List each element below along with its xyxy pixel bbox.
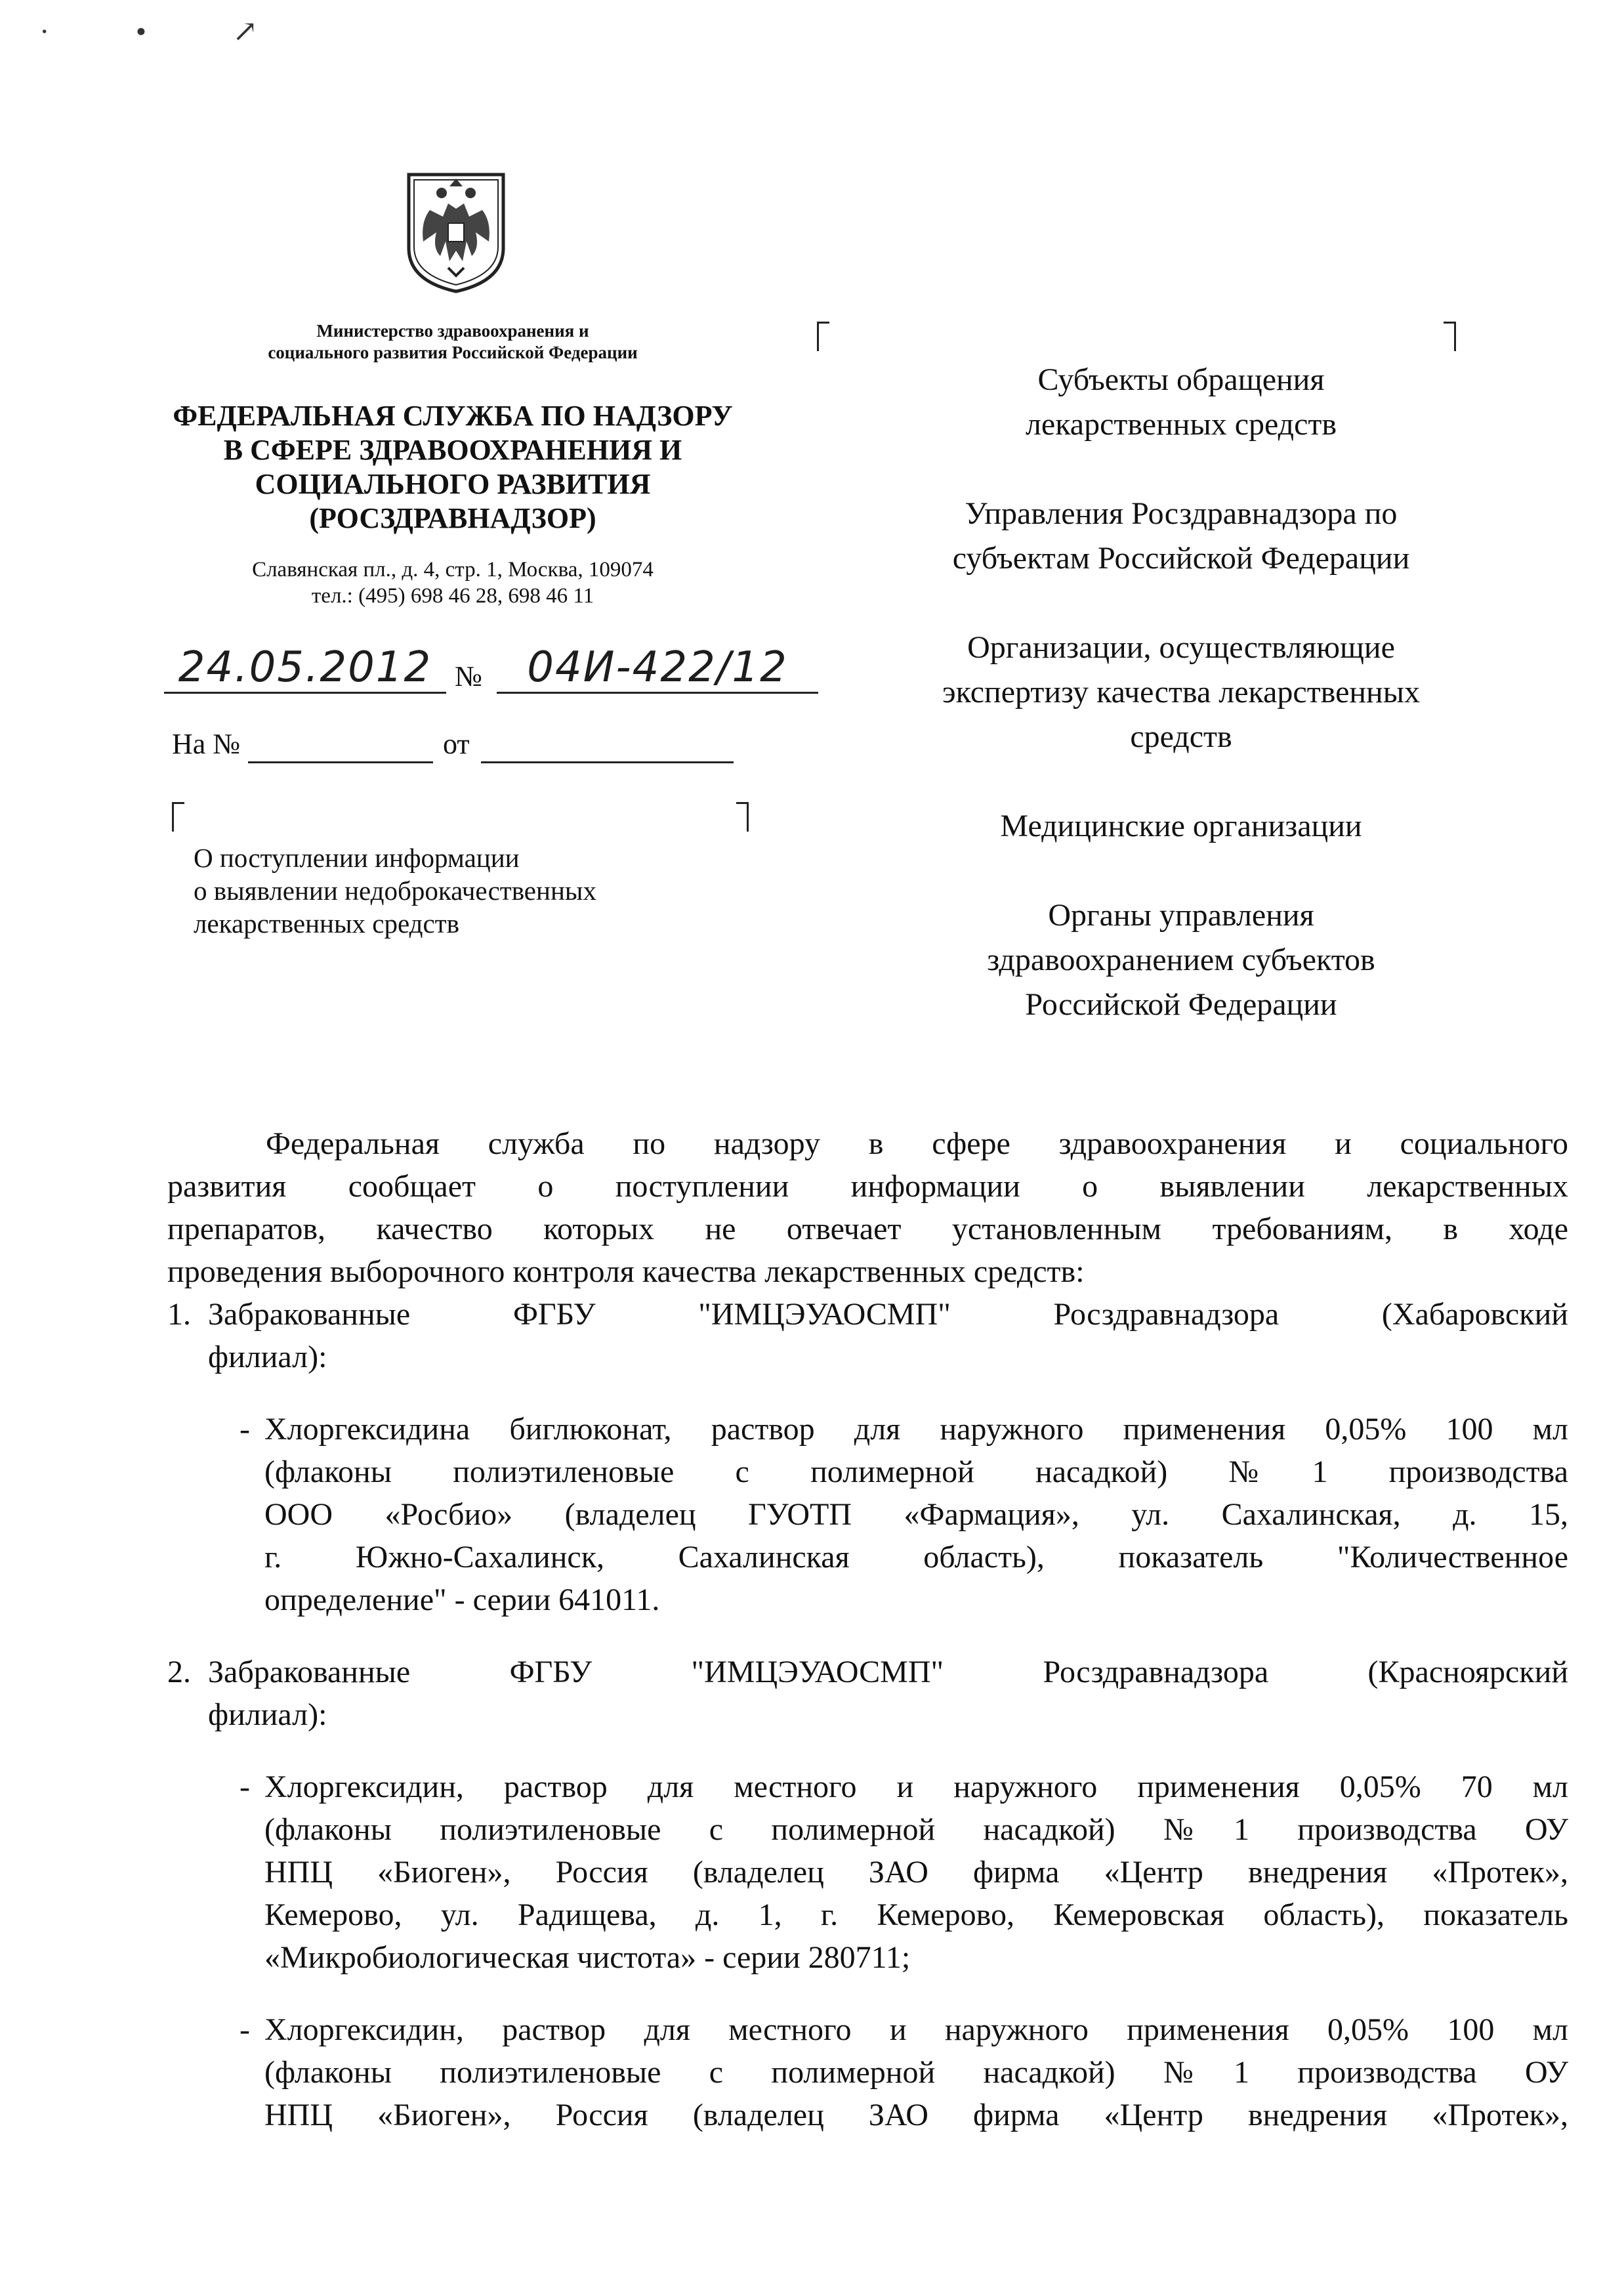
item-number: 1.: [167, 1297, 191, 1332]
entry-line: НПЦ «Биоген», Россия (владелец ЗАО фирма «Центр внедрения «Протек»,: [264, 1855, 1568, 1890]
number-sign: №: [455, 660, 482, 692]
registration-number: 04И-422/12: [497, 643, 818, 694]
entry-text: [264, 1408, 1568, 1621]
addressee-corner-right: [1444, 322, 1456, 351]
addressee-line: Управления Росздравнадзора по: [965, 496, 1398, 531]
dash: -: [239, 1769, 250, 1804]
item-heading-line: филиал):: [208, 1697, 327, 1732]
addressee-line: субъектам Российской Федерации: [952, 541, 1410, 576]
subject-line: о выявлении недоброкачественных: [194, 876, 596, 906]
entry-line: Хлоргексидин, раствор для местного и наружного применения 0,05% 70 мл: [264, 1769, 1568, 1804]
addressee-list: [820, 358, 1542, 1072]
registration-date: 24.05.2012: [164, 643, 446, 694]
entry-line: Хлоргексидина биглюконат, раствор для наружного применения 0,05% 100 мл: [264, 1412, 1568, 1447]
addressee: [820, 625, 1542, 759]
item-heading-line: Забракованные ФГБУ "ИМЦЭУАОСМП" Росздравнадзора (Красноярский: [208, 1655, 1568, 1689]
subject-line: О поступлении информации: [194, 843, 520, 873]
service-line: СОЦИАЛЬНОГО РАЗВИТИЯ: [255, 468, 651, 500]
item-heading-line: филиал):: [208, 1340, 327, 1374]
addressee-line: лекарственных средств: [1025, 407, 1337, 442]
addressee-line: средств: [1130, 719, 1232, 754]
addressee: [820, 804, 1542, 849]
entry-line: (флаконы полиэтиленовые с полимерной насадкой) №1 производства: [264, 1454, 1568, 1489]
list-entry: [167, 1766, 1568, 1979]
entry-line: (флаконы полиэтиленовые с полимерной насадкой) №1 производства ОУ: [264, 1812, 1568, 1847]
entry-line: г. Южно-Сахалинск, Сахалинская область), показатель "Количественное: [264, 1540, 1568, 1575]
intro-line: проведения выборочного контроля качества лекарственных средств:: [167, 1254, 1085, 1289]
list-entry: [167, 1408, 1568, 1621]
ministry-name: [164, 320, 741, 364]
entry-line: ООО «Росбио» (владелец ГУОТП «Фармация», ул. Сахалинская, д. 15,: [264, 1497, 1568, 1532]
intro-line: препаратов, качество которых не отвечает установленным требованиям, в ходе: [167, 1212, 1568, 1246]
subject-corner-right: [736, 802, 749, 832]
addressee-line: Субъекты обращения: [1037, 362, 1325, 397]
entry-line: «Микробиологическая чистота» - серии 280711;: [264, 1940, 911, 1975]
entry-text: [264, 2008, 1568, 2136]
reply-from-label: от: [443, 728, 470, 760]
item-number: 2.: [167, 1655, 191, 1689]
reply-date-blank: [481, 761, 734, 763]
entry-line: Хлоргексидин, раствор для местного и наружного применения 0,05% 100 мл: [264, 2012, 1568, 2047]
dash: -: [239, 2012, 250, 2047]
service-name: [131, 399, 774, 536]
intro-line: Федеральная служба по надзору в сфере здравоохранения и социального: [266, 1126, 1568, 1161]
addressee: [820, 492, 1542, 581]
addressee-line: здравоохранением субъектов: [987, 942, 1375, 977]
addressee-line: экспертизу качества лекарственных: [942, 675, 1420, 709]
service-line: В СФЕРЕ ЗДРАВООХРАНЕНИЯ И: [223, 434, 682, 466]
addressee-line: Российской Федерации: [1025, 987, 1337, 1022]
service-line: (РОСЗДРАВНАДЗОР): [309, 502, 596, 534]
letter-subject: [194, 841, 596, 940]
entry-text: [264, 1766, 1568, 1979]
list-item: [167, 1651, 1568, 1693]
addressee: [820, 358, 1542, 447]
entry-line: НПЦ «Биоген», Россия (владелец ЗАО фирма «Центр внедрения «Протек»,: [264, 2098, 1568, 2132]
dash: -: [239, 1412, 250, 1447]
ministry-line: социального развития Российской Федерации: [268, 343, 638, 362]
ministry-line: Министерство здравоохранения и: [316, 321, 589, 341]
letter-body: [167, 1122, 1568, 2136]
scan-marks: · • ↗: [39, 14, 297, 48]
list-item: [167, 1293, 1568, 1336]
coat-of-arms-icon: [404, 169, 509, 295]
addressee: [820, 893, 1542, 1027]
reply-number-label: На №: [172, 728, 241, 760]
service-line: ФЕДЕРАЛЬНАЯ СЛУЖБА ПО НАДЗОРУ: [173, 400, 733, 432]
reply-number-blank: [248, 761, 433, 763]
addressee-line: Органы управления: [1048, 898, 1314, 933]
addressee-line: Медицинские организации: [1000, 809, 1362, 843]
sender-contacts: [164, 557, 741, 609]
item-heading-line: Забракованные ФГБУ "ИМЦЭУАОСМП" Росздравнадзора (Хабаровский: [208, 1297, 1568, 1332]
subject-line: лекарственных средств: [194, 908, 459, 939]
list-entry: [167, 2008, 1568, 2136]
entry-line: (флаконы полиэтиленовые с полимерной насадкой) №1 производства ОУ: [264, 2055, 1568, 2090]
sender-address: Славянская пл., д. 4, стр. 1, Москва, 109074: [252, 558, 654, 582]
entry-line: Кемерово, ул. Радищева, д. 1, г. Кемерово, Кемеровская область), показатель: [264, 1897, 1568, 1932]
sender-phone: тел.: (495) 698 46 28, 698 46 11: [311, 584, 594, 608]
addressee-line: Организации, осуществляющие: [967, 630, 1395, 665]
entry-line: определение" - серии 641011.: [264, 1582, 660, 1617]
intro-line: развития сообщает о поступлении информации о выявлении лекарственных: [167, 1169, 1568, 1204]
subject-corner-left: [172, 802, 184, 832]
addressee-corner-left: [817, 322, 829, 351]
